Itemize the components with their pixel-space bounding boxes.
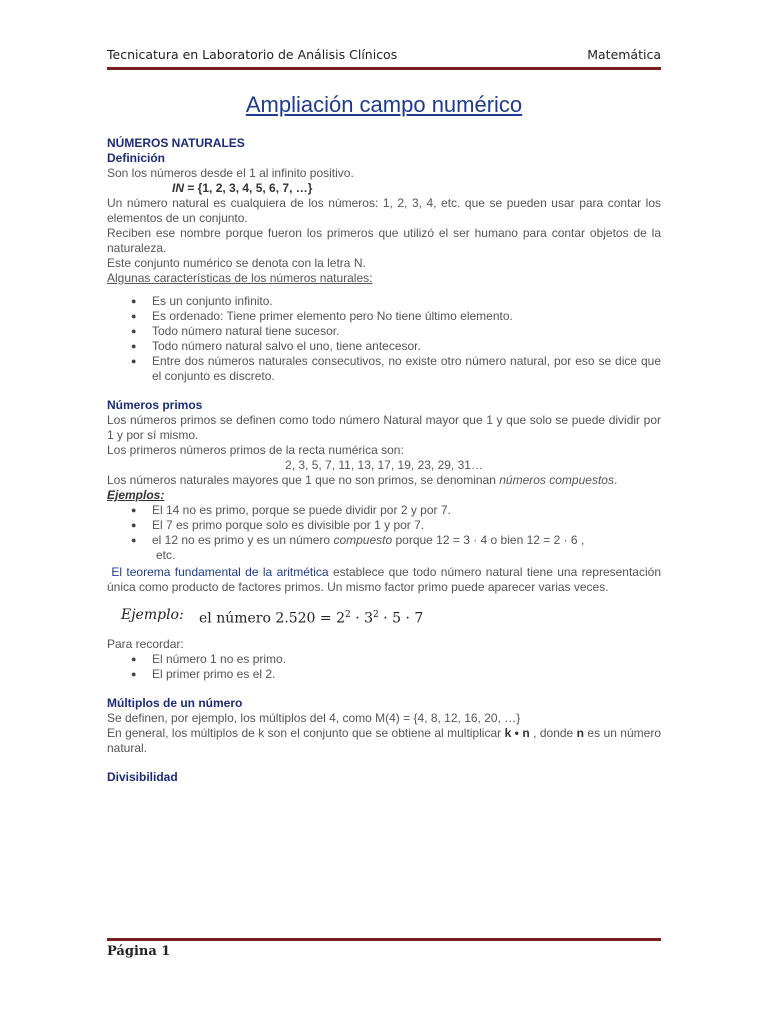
paragraph: Los números naturales mayores que 1 que no son primos, se denominan números compuestos.	[107, 473, 618, 487]
paragraph: En general, los múltiplos de k son el conjunto que se obtiene al multiplicar k • n , donde n es un número natural.	[107, 726, 661, 755]
list-item: ● El 7 es primo porque solo es divisible por 1 y por 7.	[107, 518, 661, 533]
list-item: ● Es un conjunto infinito.	[107, 294, 661, 309]
footer-divider	[107, 938, 661, 941]
list-item: ● El número 1 no es primo.	[107, 652, 661, 667]
characteristics-list	[107, 294, 661, 384]
header-course: Tecnicatura en Laboratorio de Análisis Clínicos	[107, 47, 398, 62]
set-symbol: IN	[172, 181, 184, 195]
set-definition	[107, 181, 661, 196]
paragraph: Reciben ese nombre porque fueron los primeros que utilizó el ser humano para contar objetos de la naturaleza.	[107, 226, 661, 255]
section-heading-divisibilidad: Divisibilidad	[107, 770, 178, 784]
characteristics-title: Algunas características de los números naturales:	[107, 271, 373, 285]
list-item: ● Entre dos números naturales consecutivos, no existe otro número natural, por eso se dice que el conjunto es discreto.	[107, 354, 661, 384]
examples-list	[107, 503, 661, 563]
list-item: ● el 12 no es primo y es un número compuesto porque 12 = 3 · 4 o bien 12 = 2 · 6 , etc.	[107, 533, 661, 563]
document-body	[107, 136, 661, 785]
theorem-paragraph: El teorema fundamental de la aritmética establece que todo número natural tiene una representación única como producto de factores primos. Un mismo factor primo puede aparecer varias veces.	[107, 565, 661, 594]
page-header	[107, 47, 661, 67]
paragraph: Este conjunto numérico se denota con la letra N.	[107, 256, 366, 270]
example-equation: el número $2.520 = 2^2 \cdot 3^2 \cdot 5 \cdot 7$	[199, 610, 424, 627]
list-item: ● El primer primo es el 2.	[107, 667, 661, 682]
list-item: ● Es ordenado: Tiene primer elemento pero No tiene último elemento.	[107, 309, 661, 324]
set-values: = {1, 2, 3, 4, 5, 6, 7, …}	[184, 181, 313, 195]
example-formula	[107, 601, 661, 631]
reminder-title: Para recordar:	[107, 637, 184, 651]
list-item: ● El 14 no es primo, porque se puede dividir por 2 y por 7.	[107, 503, 661, 518]
paragraph: Se definen, por ejemplo, los múltiplos del 4, como M(4) = {4, 8, 12, 16, 20, …}	[107, 711, 521, 725]
paragraph: Los números primos se definen como todo número Natural mayor que 1 y que solo se puede dividir por 1 y por sí mismo.	[107, 413, 661, 442]
header-subject: Matemática	[587, 47, 661, 62]
paragraph: Son los números desde el 1 al infinito positivo.	[107, 166, 354, 180]
primes-list: 2, 3, 5, 7, 11, 13, 17, 19, 23, 29, 31…	[285, 458, 483, 472]
paragraph: Un número natural es cualquiera de los números: 1, 2, 3, 4, etc. que se pueden usar para contar los elementos de un conjunto.	[107, 196, 661, 225]
page-number: Página 1	[107, 944, 171, 959]
page-title: Ampliación campo numérico	[245, 92, 523, 117]
examples-title: Ejemplos:	[107, 488, 165, 502]
subheading-definicion: Definición	[107, 151, 166, 165]
list-item: ● Todo número natural tiene sucesor.	[107, 324, 661, 339]
section-heading-naturales: NÚMEROS NATURALES	[107, 136, 245, 150]
theorem-link[interactable]: El teorema fundamental de la aritmética	[111, 565, 329, 579]
section-heading-primos: Números primos	[107, 398, 203, 412]
list-item: ● Todo número natural salvo el uno, tiene antecesor.	[107, 339, 661, 354]
example-label: Ejemplo:	[121, 607, 184, 623]
header-divider	[107, 67, 661, 70]
paragraph: Los primeros números primos de la recta numérica son:	[107, 443, 404, 457]
reminder-list	[107, 652, 661, 682]
section-heading-multiplos: Múltiplos de un número	[107, 696, 243, 710]
